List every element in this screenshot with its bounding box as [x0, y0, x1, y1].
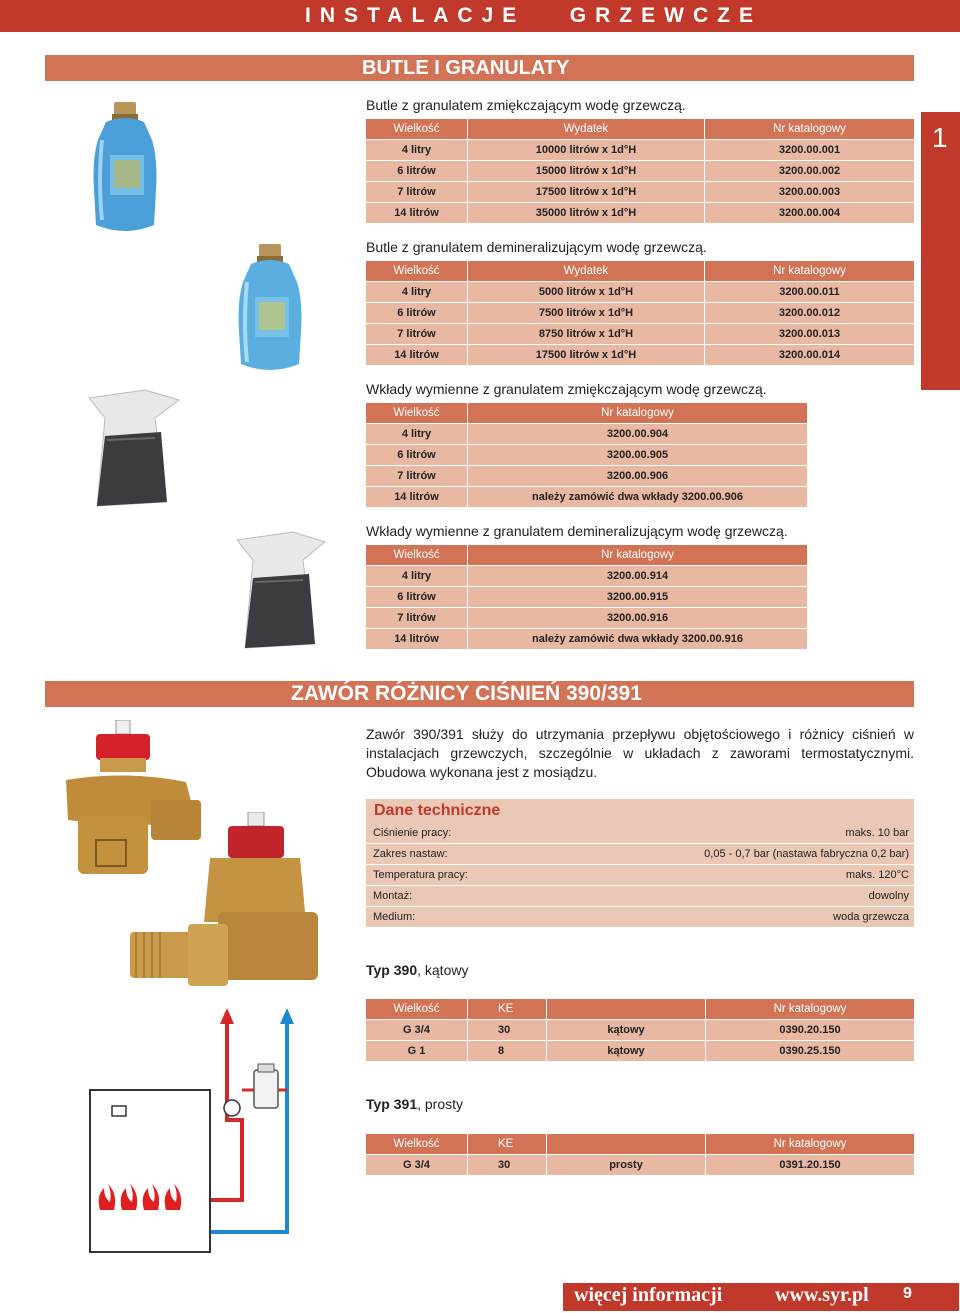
column-header: Wielkość — [366, 1134, 467, 1154]
table2-caption: Butle z granulatem demineralizującym wodę grzewczą. — [366, 239, 707, 255]
table-cell: 4 litry — [366, 282, 467, 302]
table-cell: 3200.00.003 — [705, 182, 914, 202]
column-header: Wielkość — [366, 261, 467, 281]
table4-caption: Wkłady wymienne z granulatem demineralizującym wodę grzewczą. — [366, 523, 788, 539]
table-cell: 3200.00.905 — [468, 445, 807, 465]
column-header: Wielkość — [366, 119, 467, 139]
column-header: Nr katalogowy — [705, 261, 914, 281]
table-cell: 3200.00.001 — [705, 140, 914, 160]
table-cell: 0391.20.150 — [706, 1155, 914, 1175]
table-cell: 3200.00.914 — [468, 566, 807, 586]
table-row — [366, 608, 807, 628]
table-cell: 8 — [468, 1041, 546, 1061]
table-header-row — [366, 261, 914, 281]
table-cell: kątowy — [547, 1041, 705, 1061]
section-bar-valve — [45, 681, 914, 707]
table-cell: 3200.00.906 — [468, 466, 807, 486]
table-cell: 7 litrów — [366, 182, 467, 202]
table-cell: 7 litrów — [366, 608, 467, 628]
table-cell: 14 litrów — [366, 345, 467, 365]
column-header: Wydatek — [468, 261, 704, 281]
column-header: Nr katalogowy — [705, 119, 914, 139]
tech-key: Montaż: — [373, 890, 413, 902]
type391-kind: , prosty — [417, 1096, 464, 1112]
bottle-softening-image — [88, 100, 162, 237]
table-cell: 4 litry — [366, 424, 467, 444]
table-demineralizing-bottles — [365, 260, 915, 366]
tech-value: maks. 120°C — [845, 869, 909, 881]
table-cell: 14 litrów — [366, 629, 467, 649]
table-row — [366, 487, 807, 507]
column-header: KE — [468, 1134, 546, 1154]
page-number: 9 — [903, 1285, 912, 1302]
table-cell: 7500 litrów x 1d°H — [468, 303, 704, 323]
granulate-bag-demineralizing-image — [233, 530, 329, 650]
table-type-391 — [365, 1133, 915, 1176]
table-row — [366, 1041, 914, 1061]
section-title-butle: BUTLE I GRANULATY — [362, 57, 570, 79]
table-row — [366, 1020, 914, 1040]
table-row — [366, 282, 914, 302]
bottle-demineralizing-image — [233, 242, 307, 376]
table-cell: 3200.00.013 — [705, 324, 914, 344]
tech-value: 0,05 - 0,7 bar (nastawa fabryczna 0,2 bar) — [704, 848, 909, 860]
table-cell: 6 litrów — [366, 445, 467, 465]
table-header-row — [366, 119, 914, 139]
footer-website-link[interactable]: www.syr.pl — [775, 1284, 869, 1306]
table-cell: 15000 litrów x 1d°H — [468, 161, 704, 181]
tech-data-title-bar — [366, 799, 914, 825]
table-cell: 6 litrów — [366, 303, 467, 323]
table-cell: 3200.00.915 — [468, 587, 807, 607]
table-cell: 30 — [468, 1020, 546, 1040]
table-softening-refills — [365, 402, 808, 508]
column-header: Wydatek — [468, 119, 704, 139]
table-cell: G 3/4 — [366, 1155, 467, 1175]
valve-391-image — [128, 812, 328, 1007]
table-cell: G 1 — [366, 1041, 467, 1061]
table-cell: należy zamówić dwa wkłady 3200.00.906 — [468, 487, 807, 507]
table-cell: należy zamówić dwa wkłady 3200.00.916 — [468, 629, 807, 649]
table-cell: kątowy — [547, 1020, 705, 1040]
table-cell: 3200.00.014 — [705, 345, 914, 365]
table-softening-bottles — [365, 118, 915, 224]
table-cell: 6 litrów — [366, 161, 467, 181]
table3-caption: Wkłady wymienne z granulatem zmiękczającym wodę grzewczą. — [366, 381, 767, 397]
table-cell: 35000 litrów x 1d°H — [468, 203, 704, 223]
column-header: Wielkość — [366, 545, 467, 565]
table-cell: 8750 litrów x 1d°H — [468, 324, 704, 344]
table-cell: G 3/4 — [366, 1020, 467, 1040]
tech-row-pressure — [366, 823, 914, 843]
table-cell: 4 litry — [366, 566, 467, 586]
footer-more-info: więcej informacji — [574, 1284, 723, 1306]
table-cell: 3200.00.011 — [705, 282, 914, 302]
column-header — [547, 1134, 705, 1154]
column-header: Nr katalogowy — [468, 403, 807, 423]
page-category-title: INSTALACJE GRZEWCZE — [305, 4, 762, 27]
table-row — [366, 424, 807, 444]
chapter-tab — [921, 112, 960, 390]
section-bar-butle — [45, 55, 914, 81]
column-header: Nr katalogowy — [706, 1134, 914, 1154]
footer-band — [563, 1283, 959, 1311]
tech-key: Zakres nastaw: — [373, 848, 448, 860]
table-cell: 3200.00.002 — [705, 161, 914, 181]
type390-label — [366, 962, 468, 978]
table-row — [366, 161, 914, 181]
tech-key: Medium: — [373, 911, 416, 923]
type391-name: Typ 391 — [366, 1096, 418, 1112]
table-row — [366, 140, 914, 160]
table-cell: 7 litrów — [366, 324, 467, 344]
table-cell: 3200.00.916 — [468, 608, 807, 628]
table-cell: 0390.20.150 — [706, 1020, 914, 1040]
table-row — [366, 566, 807, 586]
type390-name: Typ 390 — [366, 962, 418, 978]
table-row — [366, 629, 807, 649]
table-row — [366, 466, 807, 486]
table-row — [366, 303, 914, 323]
type390-kind: , kątowy — [417, 962, 469, 978]
column-header — [547, 999, 705, 1019]
column-header: KE — [468, 999, 546, 1019]
tech-value: woda grzewcza — [833, 911, 909, 923]
table-row — [366, 345, 914, 365]
table-cell: 10000 litrów x 1d°H — [468, 140, 704, 160]
table-cell: 14 litrów — [366, 487, 467, 507]
column-header: Nr katalogowy — [468, 545, 807, 565]
table-cell: 3200.00.904 — [468, 424, 807, 444]
table-cell: 0390.25.150 — [706, 1041, 914, 1061]
tech-row-mounting — [366, 886, 914, 906]
column-header: Wielkość — [366, 999, 467, 1019]
table-cell: 3200.00.004 — [705, 203, 914, 223]
table-cell: 17500 litrów x 1d°H — [468, 182, 704, 202]
table-header-row — [366, 403, 807, 423]
installation-diagram — [82, 1000, 322, 1255]
tech-key: Temperatura pracy: — [373, 869, 468, 881]
chapter-number: 1 — [932, 122, 948, 153]
table-row — [366, 324, 914, 344]
table-cell: 6 litrów — [366, 587, 467, 607]
table-header-row — [366, 545, 807, 565]
table-cell: prosty — [547, 1155, 705, 1175]
section-title-valve: ZAWÓR RÓŻNICY CIŚNIEŃ 390/391 — [291, 682, 642, 705]
granulate-bag-softening-image — [85, 388, 183, 508]
table-cell: 5000 litrów x 1d°H — [468, 282, 704, 302]
valve-description: Zawór 390/391 służy do utrzymania przepływu objętościowego i różnicy ciśnień w instalacjach grzewczych, szczególnie w układach z zaworami termostatycznymi. Obudowa wykonana jest z mosiądzu. — [366, 726, 914, 780]
table-row — [366, 445, 807, 465]
tech-row-medium — [366, 907, 914, 927]
table-cell: 30 — [468, 1155, 546, 1175]
tech-data-title: Dane techniczne — [374, 802, 501, 819]
table-cell: 17500 litrów x 1d°H — [468, 345, 704, 365]
table-row — [366, 203, 914, 223]
top-header-band — [0, 0, 960, 32]
tech-row-range — [366, 844, 914, 864]
column-header: Nr katalogowy — [706, 999, 914, 1019]
table-cell: 3200.00.012 — [705, 303, 914, 323]
tech-row-temperature — [366, 865, 914, 885]
table-row — [366, 182, 914, 202]
table-header-row — [366, 1134, 914, 1154]
tech-key: Ciśnienie pracy: — [373, 827, 452, 839]
tech-value: maks. 10 bar — [845, 827, 909, 839]
table-header-row — [366, 999, 914, 1019]
table-type-390 — [365, 998, 915, 1062]
table1-caption: Butle z granulatem zmiękczającym wodę grzewczą. — [366, 97, 686, 113]
table-row — [366, 1155, 914, 1175]
table-row — [366, 587, 807, 607]
table-cell: 14 litrów — [366, 203, 467, 223]
column-header: Wielkość — [366, 403, 467, 423]
table-demineralizing-refills — [365, 544, 808, 650]
table-cell: 4 litry — [366, 140, 467, 160]
tech-value: dowolny — [868, 890, 909, 902]
type391-label — [366, 1096, 463, 1112]
table-cell: 7 litrów — [366, 466, 467, 486]
